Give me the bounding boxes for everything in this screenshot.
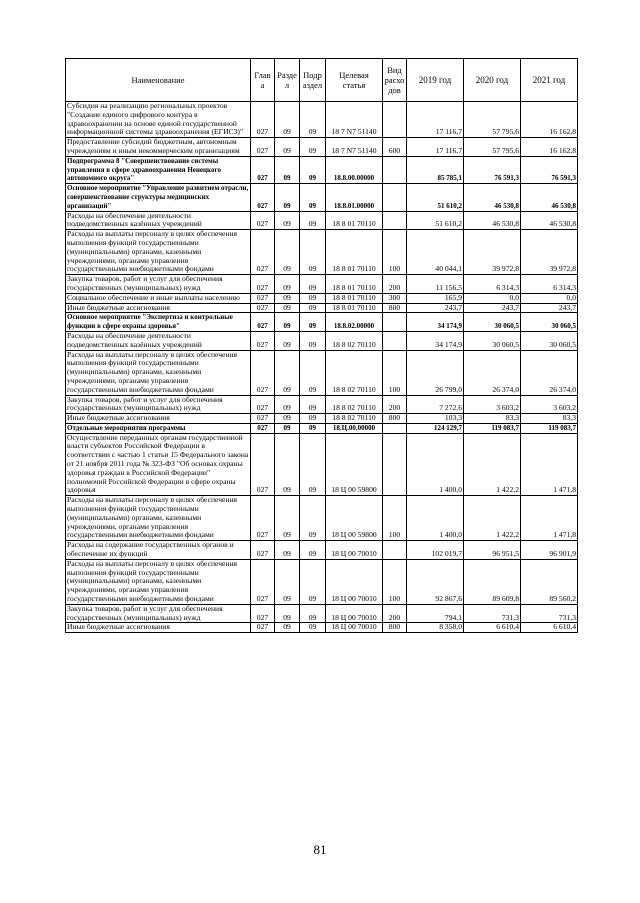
cell-subsection: 09 [300,559,326,604]
cell-amount-2020: 243,7 [464,303,521,313]
cell-target-article: 18 7 N7 51140 [326,138,383,157]
cell-amount-2020: 46 530,8 [464,211,521,230]
cell-chapter: 027 [251,423,275,433]
cell-expense-type [383,313,407,332]
cell-expense-type: 200 [383,275,407,294]
cell-amount-2021: 3 603,2 [521,395,578,414]
cell-chapter: 027 [251,331,275,350]
table-row [66,350,578,395]
table-row [66,138,578,157]
cell-name: Расходы на выплаты персоналу в целях обеспечения выполнения функций государственными (муниципальными) органами, казенными учреждениями, органами управления государственными внебюджетными фондами [66,559,251,604]
cell-target-article: 18 Ц 00 59800 [326,496,383,541]
cell-name: Закупка товаров, работ и услуг для обеспечения государственных (муниципальных) нужд [66,604,251,623]
cell-amount-2021: 76 591,3 [521,156,578,183]
cell-chapter: 027 [251,293,275,303]
table-row [66,395,578,414]
cell-amount-2021: 1 471,8 [521,433,578,496]
cell-name: Отдельные мероприятия программы [66,423,251,433]
cell-target-article: 18 8 02 70110 [326,331,383,350]
cell-subsection: 09 [300,293,326,303]
cell-amount-2021: 30 060,5 [521,313,578,332]
cell-subsection: 09 [300,230,326,275]
cell-amount-2019: 17 116,7 [407,102,464,138]
cell-expense-type [383,433,407,496]
cell-amount-2020: 6 610,4 [464,623,521,633]
cell-expense-type [383,184,407,211]
cell-amount-2019: 8 358,0 [407,623,464,633]
cell-subsection: 09 [300,303,326,313]
cell-amount-2019: 124 129,7 [407,423,464,433]
cell-target-article: 18 Ц 00 59800 [326,433,383,496]
cell-chapter: 027 [251,156,275,183]
cell-expense-type: 100 [383,350,407,395]
cell-subsection: 09 [300,331,326,350]
cell-amount-2020: 96 951,5 [464,541,521,560]
cell-name: Субсидия на реализацию региональных проектов "Создание единого цифрового контура в здравоохранении на основе единой государственной информационной системы здравоохранения (ЕГИСЗ)" [66,102,251,138]
cell-target-article: 18.Ц.00.00000 [326,423,383,433]
col-header-2019: 2019 год [407,59,464,102]
cell-section: 09 [275,559,300,604]
cell-amount-2020: 30 060,5 [464,313,521,332]
cell-amount-2020: 1 422,2 [464,433,521,496]
cell-amount-2021: 119 083,7 [521,423,578,433]
cell-name: Предоставление субсидий бюджетным, автономным учреждениям и иным некоммерческим организациям [66,138,251,157]
cell-amount-2021: 46 530,8 [521,211,578,230]
cell-name: Социальное обеспечение и иные выплаты населению [66,293,251,303]
cell-name: Подпрограмма 8 "Совершенствование системы управления в сфере здравоохранения Ненецкого автономного округа" [66,156,251,183]
cell-chapter: 027 [251,496,275,541]
cell-amount-2020: 57 795,6 [464,138,521,157]
cell-amount-2019: 794,1 [407,604,464,623]
cell-amount-2019: 102 019,7 [407,541,464,560]
cell-target-article: 18 8 02 70110 [326,395,383,414]
col-header-section: Разде л [275,59,300,102]
cell-subsection: 09 [300,395,326,414]
cell-chapter: 027 [251,433,275,496]
cell-subsection: 09 [300,313,326,332]
cell-subsection: 09 [300,350,326,395]
cell-amount-2020: 26 374,0 [464,350,521,395]
cell-chapter: 027 [251,184,275,211]
cell-amount-2019: 103,3 [407,414,464,424]
cell-amount-2021: 243,7 [521,303,578,313]
cell-subsection: 09 [300,275,326,294]
cell-chapter: 027 [251,138,275,157]
cell-chapter: 027 [251,559,275,604]
cell-section: 09 [275,211,300,230]
cell-name: Расходы на выплаты персоналу в целях обеспечения выполнения функций государственными (муниципальными) органами, казенными учреждениями, органами управления государственными внебюджетными фондами [66,496,251,541]
cell-section: 09 [275,102,300,138]
cell-name: Расходы на обеспечение деятельности подведомственных казённых учреждений [66,211,251,230]
cell-section: 09 [275,395,300,414]
cell-target-article: 18 8 01 70110 [326,293,383,303]
cell-chapter: 027 [251,230,275,275]
cell-amount-2019: 26 799,0 [407,350,464,395]
cell-amount-2021: 1 471,8 [521,496,578,541]
cell-amount-2019: 34 174,9 [407,331,464,350]
cell-expense-type: 200 [383,604,407,623]
cell-subsection: 09 [300,138,326,157]
cell-target-article: 18 Ц 00 70010 [326,559,383,604]
cell-amount-2020: 6 314,3 [464,275,521,294]
table-row [66,541,578,560]
cell-expense-type: 600 [383,138,407,157]
col-header-expense-type: Вид расхо дов [383,59,407,102]
cell-section: 09 [275,275,300,294]
cell-target-article: 18 8 01 70110 [326,275,383,294]
table-row [66,303,578,313]
cell-target-article: 18 Ц 00 70010 [326,604,383,623]
cell-amount-2020: 57 795,6 [464,102,521,138]
cell-chapter: 027 [251,604,275,623]
table-row [66,423,578,433]
cell-subsection: 09 [300,496,326,541]
cell-section: 09 [275,230,300,275]
col-header-name: Наименование [66,59,251,102]
cell-amount-2021: 39 972,8 [521,230,578,275]
cell-amount-2021: 89 560,2 [521,559,578,604]
cell-amount-2021: 6 314,3 [521,275,578,294]
cell-amount-2019: 243,7 [407,303,464,313]
table-row [66,102,578,138]
cell-target-article: 18 Ц 00 70010 [326,623,383,633]
cell-amount-2019: 40 044,1 [407,230,464,275]
cell-expense-type [383,331,407,350]
cell-amount-2021: 0,0 [521,293,578,303]
cell-target-article: 18.8.01.00000 [326,184,383,211]
cell-amount-2019: 51 610,2 [407,184,464,211]
cell-name: Осуществление переданных органам государственной власти субъектов Российской Федерации в соответствии с частью 1 статьи 15 Федерального закона от 21 ноября 2011 года № 323-ФЗ "Об основах охраны здоровья граждан в Российской Федерации" полномочий Российской Федерации в сфере охраны здоровья [66,433,251,496]
cell-amount-2020: 731,3 [464,604,521,623]
cell-target-article: 18 7 N7 51140 [326,102,383,138]
cell-name: Основное мероприятие "Экспертиза и контрольные функции в сфере охраны здоровья" [66,313,251,332]
cell-amount-2020: 76 591,3 [464,156,521,183]
cell-amount-2020: 0,0 [464,293,521,303]
cell-subsection: 09 [300,433,326,496]
cell-amount-2019: 51 610,2 [407,211,464,230]
cell-amount-2020: 39 972,8 [464,230,521,275]
cell-expense-type [383,541,407,560]
cell-amount-2021: 46 530,8 [521,184,578,211]
table-row [66,433,578,496]
cell-amount-2021: 16 162,8 [521,138,578,157]
cell-amount-2021: 6 610,4 [521,623,578,633]
table-row [66,211,578,230]
cell-expense-type [383,423,407,433]
cell-section: 09 [275,138,300,157]
cell-expense-type: 100 [383,496,407,541]
cell-subsection: 09 [300,604,326,623]
cell-chapter: 027 [251,211,275,230]
cell-name: Иные бюджетные ассигнования [66,303,251,313]
budget-table [65,58,578,633]
cell-section: 09 [275,433,300,496]
cell-target-article: 18.8.00.00000 [326,156,383,183]
cell-subsection: 09 [300,184,326,211]
cell-expense-type [383,102,407,138]
table-row [66,293,578,303]
cell-amount-2021: 26 374,0 [521,350,578,395]
cell-chapter: 027 [251,275,275,294]
cell-section: 09 [275,423,300,433]
cell-name: Иные бюджетные ассигнования [66,623,251,633]
cell-expense-type: 100 [383,230,407,275]
cell-section: 09 [275,350,300,395]
table-row [66,230,578,275]
table-row [66,623,578,633]
table-body [66,102,578,633]
cell-name: Закупка товаров, работ и услуг для обеспечения государственных (муниципальных) нужд [66,395,251,414]
cell-subsection: 09 [300,102,326,138]
cell-section: 09 [275,541,300,560]
cell-amount-2021: 96 901,9 [521,541,578,560]
cell-expense-type: 300 [383,293,407,303]
cell-subsection: 09 [300,423,326,433]
cell-chapter: 027 [251,414,275,424]
cell-amount-2019: 7 272,6 [407,395,464,414]
cell-amount-2019: 1 400,0 [407,496,464,541]
cell-section: 09 [275,414,300,424]
cell-name: Закупка товаров, работ и услуг для обеспечения государственных (муниципальных) нужд [66,275,251,294]
cell-amount-2019: 165,9 [407,293,464,303]
cell-amount-2020: 46 530,8 [464,184,521,211]
cell-chapter: 027 [251,350,275,395]
cell-section: 09 [275,293,300,303]
cell-target-article: 18 8 01 70110 [326,211,383,230]
table-row [66,156,578,183]
cell-expense-type [383,211,407,230]
cell-section: 09 [275,496,300,541]
table-row [66,313,578,332]
table-row [66,331,578,350]
cell-target-article: 18.8.02.00000 [326,313,383,332]
cell-expense-type: 100 [383,559,407,604]
cell-target-article: 18 Ц 00 70010 [326,541,383,560]
cell-amount-2020: 30 060,5 [464,331,521,350]
table-row [66,275,578,294]
cell-subsection: 09 [300,541,326,560]
cell-section: 09 [275,604,300,623]
cell-target-article: 18 8 02 70110 [326,350,383,395]
cell-name: Иные бюджетные ассигнования [66,414,251,424]
table-row [66,604,578,623]
cell-name: Расходы на обеспечение деятельности подведомственных казённых учреждений [66,331,251,350]
cell-subsection: 09 [300,623,326,633]
cell-section: 09 [275,331,300,350]
cell-amount-2021: 83,3 [521,414,578,424]
cell-subsection: 09 [300,211,326,230]
cell-chapter: 027 [251,313,275,332]
col-header-2020: 2020 год [464,59,521,102]
cell-expense-type: 200 [383,395,407,414]
cell-expense-type: 800 [383,303,407,313]
cell-amount-2020: 83,3 [464,414,521,424]
cell-chapter: 027 [251,102,275,138]
cell-chapter: 027 [251,541,275,560]
page-number: 81 [313,842,327,857]
cell-target-article: 18 8 02 70110 [326,414,383,424]
col-header-chapter: Глав а [251,59,275,102]
cell-amount-2021: 731,3 [521,604,578,623]
cell-section: 09 [275,623,300,633]
cell-amount-2020: 89 609,8 [464,559,521,604]
cell-chapter: 027 [251,303,275,313]
cell-name: Расходы на выплаты персоналу в целях обеспечения выполнения функций государственными (муниципальными) органами, казенными учреждениями, органами управления государственными внебюджетными фондами [66,350,251,395]
col-header-2021: 2021 год [521,59,578,102]
cell-section: 09 [275,303,300,313]
cell-section: 09 [275,156,300,183]
cell-amount-2020: 3 603,2 [464,395,521,414]
cell-amount-2019: 85 785,1 [407,156,464,183]
cell-expense-type: 800 [383,414,407,424]
cell-subsection: 09 [300,156,326,183]
cell-name: Расходы на содержание государственных органов и обеспечение их функций [66,541,251,560]
table-header [66,59,578,102]
cell-amount-2021: 16 162,8 [521,102,578,138]
table-row [66,496,578,541]
cell-expense-type [383,156,407,183]
cell-amount-2021: 30 060,5 [521,331,578,350]
cell-subsection: 09 [300,414,326,424]
cell-name: Основное мероприятие "Управление развитием отрасли, совершенствование структуры медицинских организаций" [66,184,251,211]
cell-amount-2019: 92 867,6 [407,559,464,604]
cell-amount-2020: 119 083,7 [464,423,521,433]
cell-amount-2019: 17 116,7 [407,138,464,157]
cell-amount-2019: 11 156,5 [407,275,464,294]
cell-chapter: 027 [251,623,275,633]
cell-target-article: 18 8 01 70110 [326,230,383,275]
cell-name: Расходы на выплаты персоналу в целях обеспечения выполнения функций государственными (муниципальными) органами, казенными учреждениями, органами управления государственными внебюджетными фондами [66,230,251,275]
cell-amount-2019: 34 174,9 [407,313,464,332]
cell-section: 09 [275,313,300,332]
col-header-subsection: Подр аздел [300,59,326,102]
cell-target-article: 18 8 01 70110 [326,303,383,313]
cell-section: 09 [275,184,300,211]
cell-amount-2020: 1 422,2 [464,496,521,541]
table-row [66,184,578,211]
table-row [66,559,578,604]
cell-amount-2019: 1 400,0 [407,433,464,496]
col-header-target-article: Целевая статья [326,59,383,102]
table-row [66,414,578,424]
cell-chapter: 027 [251,395,275,414]
cell-expense-type: 800 [383,623,407,633]
